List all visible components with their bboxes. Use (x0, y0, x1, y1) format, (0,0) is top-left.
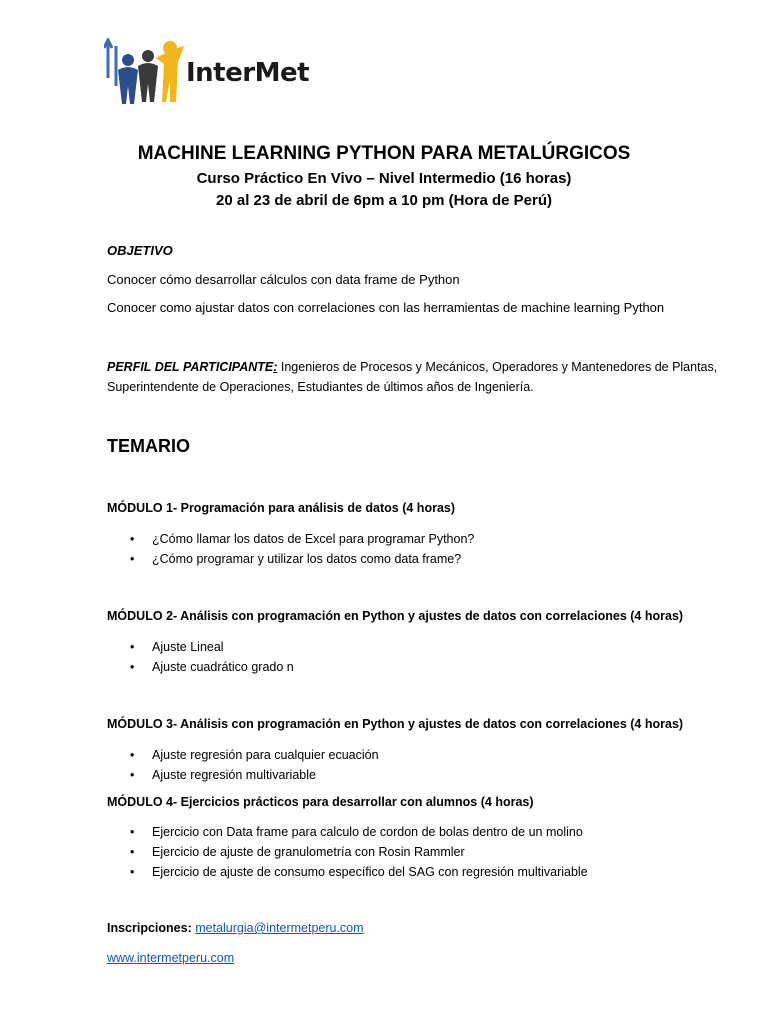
objetivo-item-1: Conocer cómo desarrollar cálculos con data frame de Python (107, 272, 460, 287)
list-item: • ¿Cómo llamar los datos de Excel para programar Python? (130, 529, 474, 549)
module-4-title: MÓDULO 4- Ejercicios prácticos para desarrollar con alumnos (4 horas) (107, 795, 534, 809)
people-figures-icon (104, 38, 188, 108)
perfil-text: Ingenieros de Procesos y Mecánicos, Operadores y Mantenedores de Plantas, Superintendente de Operaciones, Estudiantes de últimos años de Ingeniería. (107, 360, 718, 394)
module-3-title: MÓDULO 3- Análisis con programación en Python y ajustes de datos con correlaciones (4 horas) (107, 717, 684, 731)
inscripciones-label: Inscripciones: (107, 921, 192, 935)
inscripciones-line (107, 921, 364, 935)
list-item: • Ajuste regresión para cualquier ecuación (130, 745, 379, 765)
perfil-paragraph (107, 357, 727, 397)
list-item: • Ajuste Lineal (130, 637, 294, 657)
module-1-list (130, 529, 474, 569)
course-subtitle: Curso Práctico En Vivo – Nivel Intermedio (16 horas) (196, 170, 572, 187)
list-item: • ¿Cómo programar y utilizar los datos como data frame? (130, 549, 474, 569)
course-title: MACHINE LEARNING PYTHON PARA METALÚRGICOS (137, 143, 631, 164)
website-link[interactable]: www.intermetperu.com (107, 951, 235, 965)
module-4-list (130, 822, 588, 882)
list-item: • Ejercicio de ajuste de granulometría con Rosin Rammler (130, 842, 588, 862)
list-item: • Ejercicio con Data frame para calculo de cordon de bolas dentro de un molino (130, 822, 588, 842)
module-1-title: MÓDULO 1- Programación para análisis de datos (4 horas) (107, 501, 456, 515)
list-item: • Ajuste regresión multivariable (130, 765, 379, 785)
perfil-label: PERFIL DEL PARTICIPANTE (107, 360, 274, 374)
website-line (107, 951, 234, 965)
temario-heading: TEMARIO (107, 436, 190, 456)
list-item: • Ajuste cuadrático grado n (130, 657, 294, 677)
module-2-title: MÓDULO 2- Análisis con programación en Python y ajustes de datos con correlaciones (4 horas) (107, 609, 684, 623)
module-2-list (130, 637, 294, 677)
objetivo-heading: OBJETIVO (107, 243, 173, 258)
intermet-logo (104, 38, 310, 108)
logo-brand-name: InterMet (186, 58, 310, 88)
module-3-list (130, 745, 379, 785)
perfil-colon: : (273, 360, 278, 374)
list-item: • Ejercicio de ajuste de consumo específico del SAG con regresión multivariable (130, 862, 588, 882)
course-dates: 20 al 23 de abril de 6pm a 10 pm (Hora de Perú) (216, 192, 552, 209)
objetivo-item-2: Conocer como ajustar datos con correlaciones con las herramientas de machine learning Python (107, 300, 665, 315)
email-link[interactable]: metalurgia@intermetperu.com (195, 921, 364, 935)
